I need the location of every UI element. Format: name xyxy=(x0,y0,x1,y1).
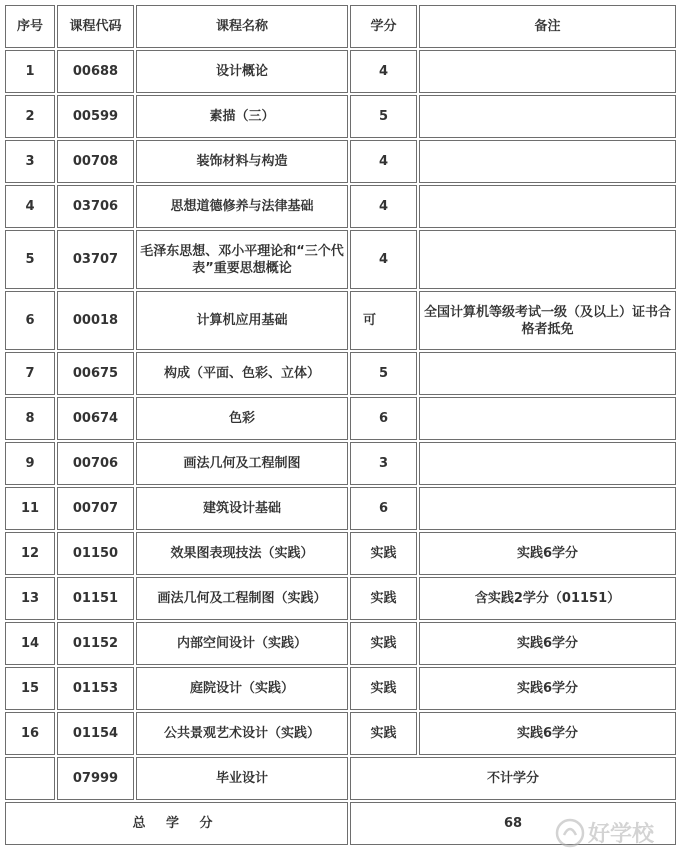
cell-seq: 16 xyxy=(5,712,55,755)
cell-name: 毕业设计 xyxy=(136,757,348,800)
table-row xyxy=(5,712,676,755)
cell-credit: 4 xyxy=(350,230,417,289)
cell-code: 03706 xyxy=(57,185,134,228)
cell-code: 00599 xyxy=(57,95,134,138)
cell-seq: 4 xyxy=(5,185,55,228)
cell-code: 01153 xyxy=(57,667,134,710)
cell-code: 00018 xyxy=(57,291,134,350)
course-table xyxy=(3,3,678,847)
cell-seq: 1 xyxy=(5,50,55,93)
cell-credit: 3 xyxy=(350,442,417,485)
cell-code: 01152 xyxy=(57,622,134,665)
cell-credit: 实践 xyxy=(350,622,417,665)
cell-note: 实践6学分 xyxy=(419,712,676,755)
cell-note: 全国计算机等级考试一级（及以上）证书合格者抵免 xyxy=(419,291,676,350)
cell-name: 建筑设计基础 xyxy=(136,487,348,530)
total-label: 总 学 分 xyxy=(5,802,348,845)
cell-code: 00674 xyxy=(57,397,134,440)
cell-name: 公共景观艺术设计（实践） xyxy=(136,712,348,755)
cell-credit: 5 xyxy=(350,352,417,395)
cell-seq: 2 xyxy=(5,95,55,138)
cell-code: 00675 xyxy=(57,352,134,395)
cell-note xyxy=(419,487,676,530)
cell-code: 01150 xyxy=(57,532,134,575)
cell-note: 实践6学分 xyxy=(419,667,676,710)
cell-code: 01154 xyxy=(57,712,134,755)
cell-code: 07999 xyxy=(57,757,134,800)
cell-name: 毛泽东思想、邓小平理论和“三个代表”重要思想概论 xyxy=(136,230,348,289)
cell-name: 素描（三） xyxy=(136,95,348,138)
cell-credit-note: 不计学分 xyxy=(350,757,676,800)
cell-note: 含实践2学分（01151） xyxy=(419,577,676,620)
table-row xyxy=(5,397,676,440)
header-name: 课程名称 xyxy=(136,5,348,48)
cell-name: 计算机应用基础 xyxy=(136,291,348,350)
cell-credit: 实践 xyxy=(350,532,417,575)
cell-name: 构成（平面、色彩、立体） xyxy=(136,352,348,395)
cell-name: 装饰材料与构造 xyxy=(136,140,348,183)
table-row xyxy=(5,442,676,485)
cell-note xyxy=(419,140,676,183)
cell-note xyxy=(419,442,676,485)
cell-note xyxy=(419,230,676,289)
cell-note xyxy=(419,50,676,93)
table-row xyxy=(5,577,676,620)
cell-credit: 4 xyxy=(350,140,417,183)
cell-seq: 3 xyxy=(5,140,55,183)
watermark-text: 好学校 xyxy=(588,822,655,847)
cell-seq: 5 xyxy=(5,230,55,289)
cell-credit: 实践 xyxy=(350,712,417,755)
cell-note: 实践6学分 xyxy=(419,622,676,665)
cell-seq: 8 xyxy=(5,397,55,440)
cell-credit: 实践 xyxy=(350,667,417,710)
cell-code: 00688 xyxy=(57,50,134,93)
cell-code: 00707 xyxy=(57,487,134,530)
header-row xyxy=(5,5,676,48)
cell-name: 设计概论 xyxy=(136,50,348,93)
total-row xyxy=(5,802,676,845)
cell-seq: 6 xyxy=(5,291,55,350)
cell-name: 庭院设计（实践） xyxy=(136,667,348,710)
cell-note: 实践6学分 xyxy=(419,532,676,575)
table-row xyxy=(5,667,676,710)
cell-seq: 9 xyxy=(5,442,55,485)
cell-code: 00706 xyxy=(57,442,134,485)
cell-note xyxy=(419,352,676,395)
table-row xyxy=(5,95,676,138)
cell-code: 01151 xyxy=(57,577,134,620)
cell-seq: 14 xyxy=(5,622,55,665)
cell-seq: 11 xyxy=(5,487,55,530)
header-code: 课程代码 xyxy=(57,5,134,48)
header-credit: 学分 xyxy=(350,5,417,48)
cell-code: 03707 xyxy=(57,230,134,289)
cell-name: 效果图表现技法（实践） xyxy=(136,532,348,575)
cell-credit: 4 xyxy=(350,185,417,228)
cell-seq: 7 xyxy=(5,352,55,395)
cell-credit: 实践 xyxy=(350,577,417,620)
cell-credit: 可 xyxy=(350,291,417,350)
table-row xyxy=(5,230,676,289)
cell-seq: 15 xyxy=(5,667,55,710)
header-seq: 序号 xyxy=(5,5,55,48)
table-row xyxy=(5,140,676,183)
cell-note xyxy=(419,95,676,138)
cell-name: 色彩 xyxy=(136,397,348,440)
cell-code: 00708 xyxy=(57,140,134,183)
table-row xyxy=(5,622,676,665)
total-value: 68 xyxy=(350,802,676,845)
cell-name: 画法几何及工程制图（实践） xyxy=(136,577,348,620)
header-note: 备注 xyxy=(419,5,676,48)
cell-credit: 4 xyxy=(350,50,417,93)
table-row xyxy=(5,352,676,395)
cell-seq xyxy=(5,757,55,800)
table-row xyxy=(5,532,676,575)
table-row xyxy=(5,291,676,350)
cell-seq: 13 xyxy=(5,577,55,620)
cell-name: 内部空间设计（实践） xyxy=(136,622,348,665)
cell-name: 思想道德修养与法律基础 xyxy=(136,185,348,228)
cell-credit: 6 xyxy=(350,397,417,440)
table-row xyxy=(5,185,676,228)
cell-credit: 5 xyxy=(350,95,417,138)
cell-note xyxy=(419,397,676,440)
cell-note xyxy=(419,185,676,228)
table-row xyxy=(5,50,676,93)
cell-name: 画法几何及工程制图 xyxy=(136,442,348,485)
cell-seq: 12 xyxy=(5,532,55,575)
cell-credit: 6 xyxy=(350,487,417,530)
table-row xyxy=(5,487,676,530)
graduation-row xyxy=(5,757,676,800)
